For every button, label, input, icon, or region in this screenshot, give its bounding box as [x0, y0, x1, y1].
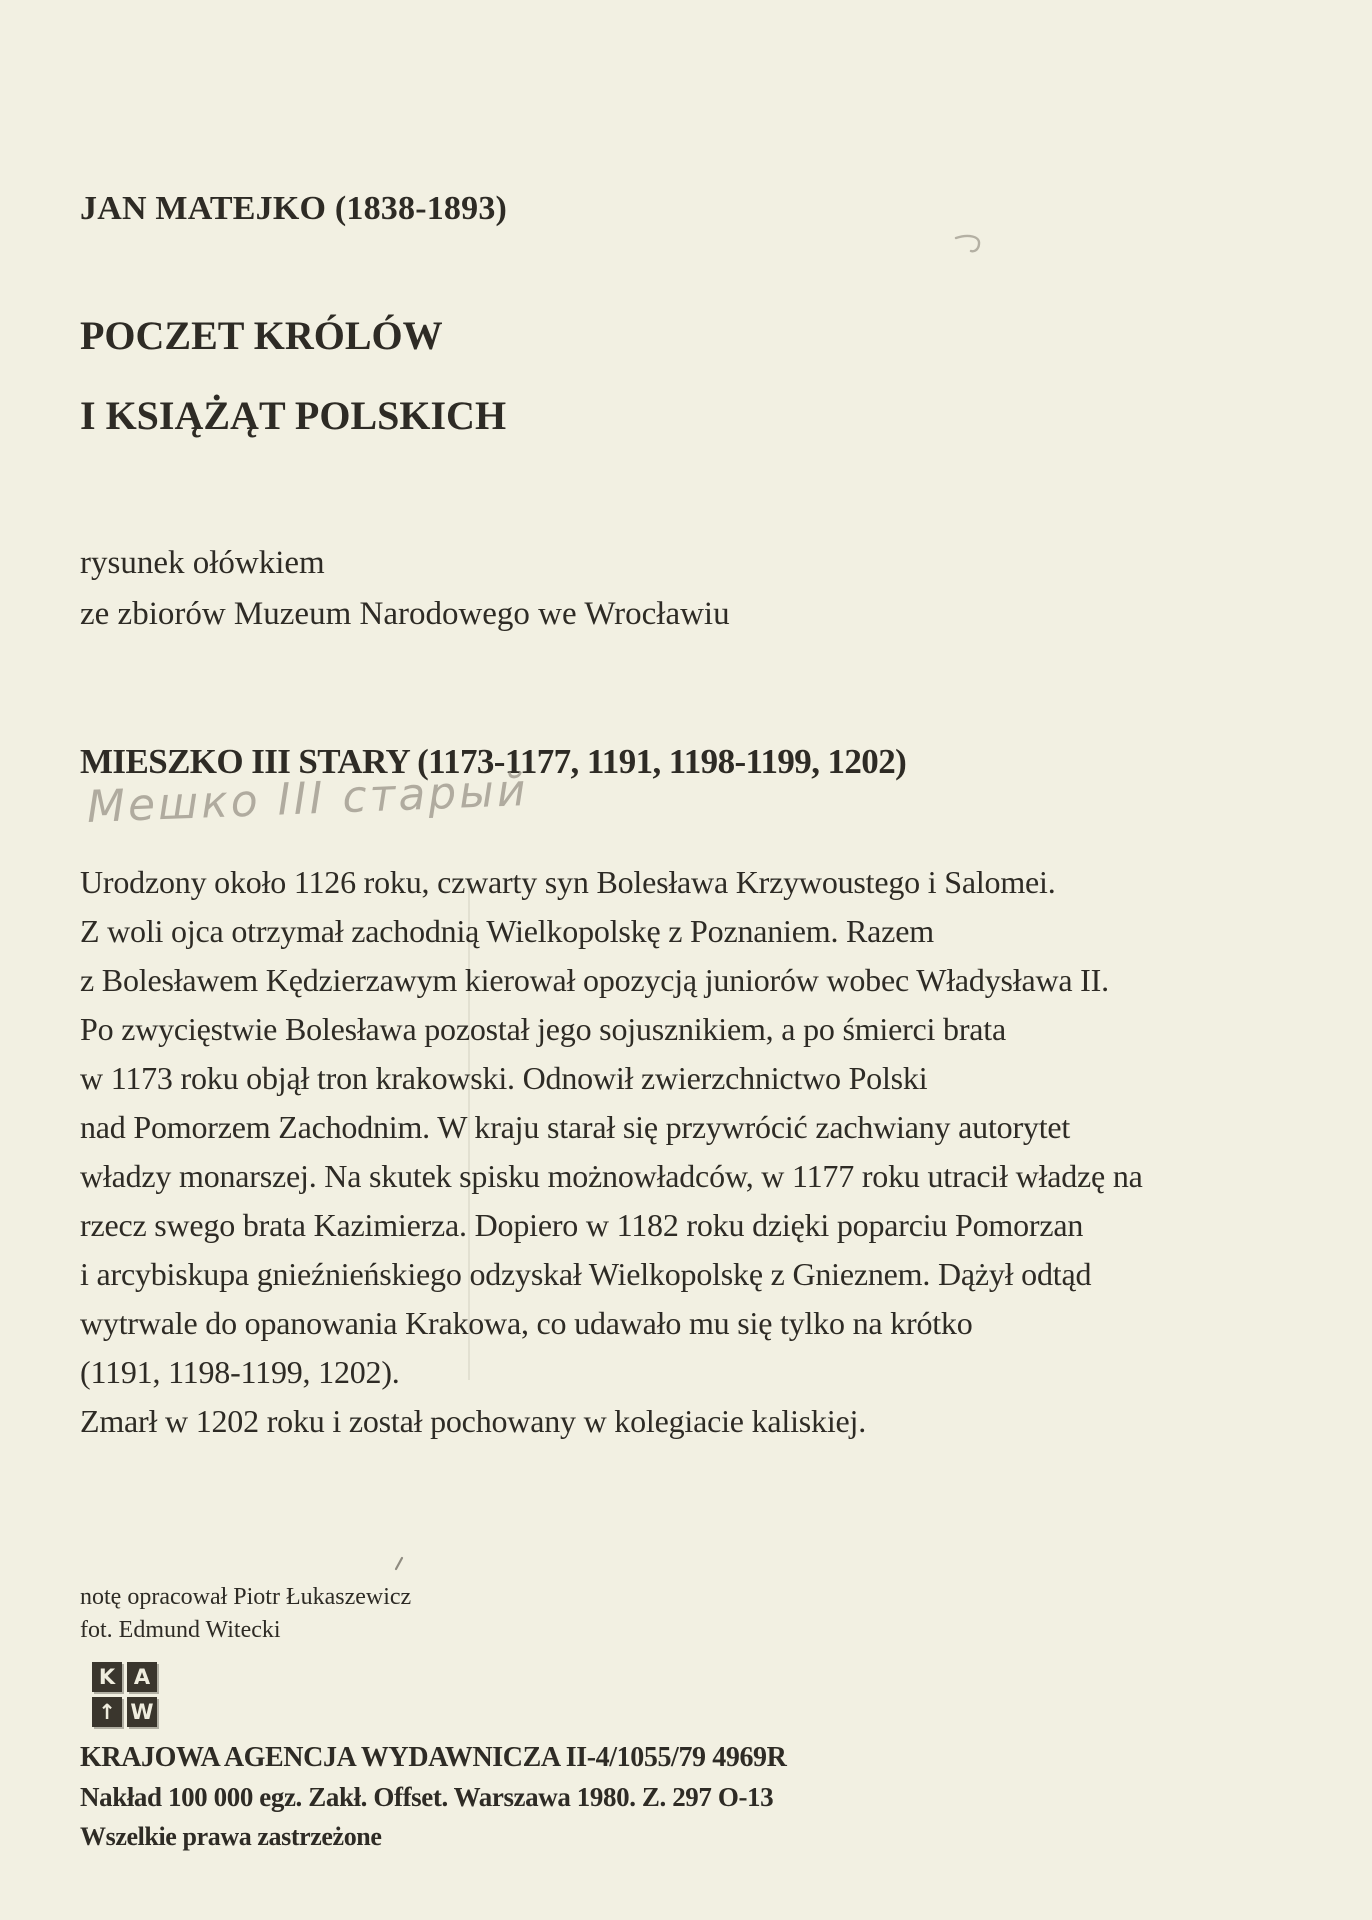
- text-line: władzy monarszej. Na skutek spisku możnowładców, w 1177 roku utracił władzę na: [80, 1158, 1143, 1194]
- photographer-credit: fot. Edmund Witecki: [80, 1617, 281, 1643]
- kaw-logo-arrow-icon: ↑: [92, 1697, 122, 1727]
- medium-note: rysunek ołówkiem: [80, 545, 325, 581]
- series-title-line1: POCZET KRÓLÓW: [80, 313, 443, 358]
- kaw-publisher-logo: [92, 1662, 157, 1727]
- text-line: nad Pomorzem Zachodnim. W kraju starał się przywrócić zachwiany autorytet: [80, 1109, 1071, 1145]
- biography-text: [80, 858, 1143, 1446]
- text-line: Zmarł w 1202 roku i został pochowany w kolegiacie kaliskiej.: [80, 1403, 867, 1439]
- pencil-tick-mark: [392, 1556, 406, 1572]
- handwritten-pencil-note: Мешко III старый: [86, 765, 530, 833]
- text-line: (1191, 1198-1199, 1202).: [80, 1354, 400, 1390]
- series-title-line2: I KSIĄŻĄT POLSKICH: [80, 393, 507, 438]
- text-line: z Bolesławem Kędzierzawym kierował opozycją juniorów wobec Władysława II.: [80, 962, 1109, 998]
- credits-block: [80, 1581, 411, 1647]
- ruler-heading: MIESZKO III STARY (1173-1177, 1191, 1198-1199, 1202): [80, 742, 907, 781]
- publisher-imprint-line2: Nakład 100 000 egz. Zakł. Offset. Warszawa 1980. Z. 297 O-13: [80, 1782, 774, 1812]
- text-line: Z woli ojca otrzymał zachodnią Wielkopolskę z Poznaniem. Razem: [80, 913, 934, 949]
- rights-reserved-line: Wszelkie prawa zastrzeżone: [80, 1822, 382, 1851]
- text-line: w 1173 roku objął tron krakowski. Odnowił zwierzchnictwo Polski: [80, 1060, 928, 1096]
- text-line: Po zwycięstwie Bolesława pozostał jego sojusznikiem, a po śmierci brata: [80, 1011, 1007, 1047]
- text-line: Urodzony około 1126 roku, czwarty syn Bolesława Krzywoustego i Salomei.: [80, 864, 1056, 900]
- pencil-stray-mark: [952, 232, 988, 262]
- publisher-imprint-line1: KRAJOWA AGENCJA WYDAWNICZA II-4/1055/79 4969R: [80, 1742, 787, 1773]
- kaw-logo-letter-a: A: [127, 1662, 157, 1692]
- kaw-logo-letter-w: W: [127, 1697, 157, 1727]
- text-line: rzecz swego brata Kazimierza. Dopiero w 1182 roku dzięki poparciu Pomorzan: [80, 1207, 1084, 1243]
- text-line: wytrwale do opanowania Krakowa, co udawało mu się tylko na krótko: [80, 1305, 973, 1341]
- text-line: i arcybiskupa gnieźnieńskiego odzyskał Wielkopolskę z Gnieznem. Dążył odtąd: [80, 1256, 1092, 1292]
- note-author-credit: notę opracował Piotr Łukaszewicz: [80, 1584, 412, 1610]
- collection-note: ze zbiorów Muzeum Narodowego we Wrocławiu: [80, 596, 730, 632]
- artist-name: JAN MATEJKO (1838-1893): [80, 190, 508, 227]
- kaw-logo-letter-k: K: [92, 1662, 122, 1692]
